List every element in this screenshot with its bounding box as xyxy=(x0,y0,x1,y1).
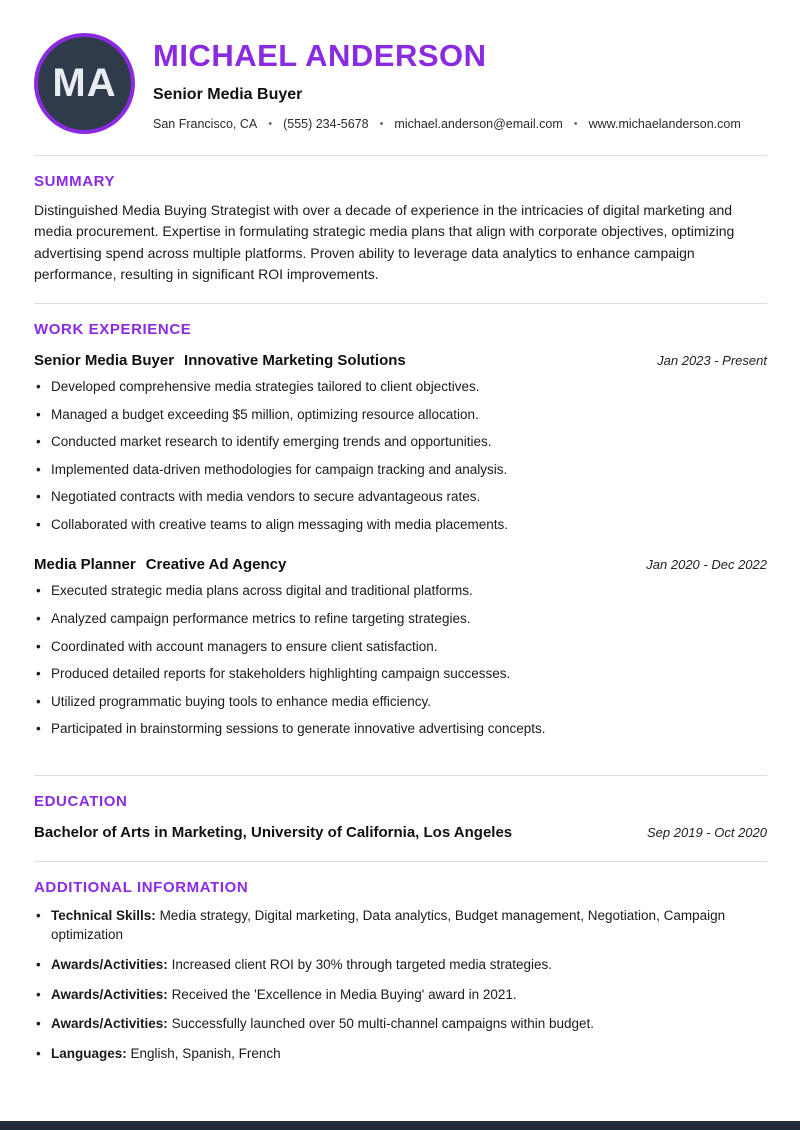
summary-text: Distinguished Media Buying Strategist with over a decade of experience in the intricacies of digital marketing and media procurement. Expertise in formulating strategic media plans that align with corporate objectives, optimizing advertising spend across multiple platforms. Proven ability to leverage data analytics to enhance campaign performance, resulting in significant ROI improvements. xyxy=(34,202,735,282)
divider xyxy=(34,303,767,304)
additional-item-label: Awards/Activities: xyxy=(51,956,168,972)
page-footer-bar xyxy=(0,1121,800,1130)
experience-bullet: • Participated in brainstorming sessions to generate innovative advertising concepts. xyxy=(34,719,767,739)
contact-phone: (555) 234-5678 xyxy=(283,116,369,131)
contact-separator: • xyxy=(268,117,273,130)
additional-item xyxy=(34,985,754,1005)
additional-item-label: Technical Skills: xyxy=(51,907,156,923)
experience-bullet: • Developed comprehensive media strategies tailored to client objectives. xyxy=(34,377,767,397)
additional-info-list xyxy=(34,906,767,1063)
resume-header xyxy=(34,33,767,134)
experience-bullet: • Coordinated with account managers to ensure client satisfaction. xyxy=(34,637,767,657)
contact-website: www.michaelanderson.com xyxy=(588,116,741,131)
experience-bullet: • Negotiated contracts with media vendors to secure advantageous rates. xyxy=(34,487,767,507)
additional-item xyxy=(34,955,754,975)
additional-information-heading: ADDITIONAL INFORMATION xyxy=(34,878,249,896)
contact-location: San Francisco, CA xyxy=(153,116,258,131)
contact-email: michael.anderson@email.com xyxy=(394,116,563,131)
experience-bullet: • Conducted market research to identify emerging trends and opportunities. xyxy=(34,432,767,452)
experience-bullet: • Managed a budget exceeding $5 million, optimizing resource allocation. xyxy=(34,405,767,425)
job-company: Innovative Marketing Solutions xyxy=(184,352,406,370)
education-degree: Bachelor of Arts in Marketing, University of California, Los Angeles xyxy=(34,823,513,841)
additional-item-label: Languages: xyxy=(51,1045,127,1061)
candidate-name: MICHAEL ANDERSON xyxy=(153,38,487,73)
experience-bullet: • Executed strategic media plans across digital and traditional platforms. xyxy=(34,581,767,601)
job-company: Creative Ad Agency xyxy=(145,556,287,574)
additional-item-text: Successfully launched over 50 multi-channel campaigns within budget. xyxy=(171,1016,595,1032)
experience-bullet: • Analyzed campaign performance metrics to refine targeting strategies. xyxy=(34,609,767,629)
job-entry-left xyxy=(34,352,406,369)
job-entry-left xyxy=(34,556,286,573)
contact-separator: • xyxy=(379,117,384,130)
education-heading: EDUCATION xyxy=(34,792,128,810)
contact-row xyxy=(153,117,741,131)
additional-item-label: Awards/Activities: xyxy=(51,986,168,1002)
additional-item-text: Increased client ROI by 30% through targeted media strategies. xyxy=(171,956,553,972)
additional-item-text: English, Spanish, French xyxy=(130,1045,281,1061)
divider xyxy=(34,155,767,156)
additional-item xyxy=(34,906,754,945)
job-entry-header xyxy=(34,556,767,573)
job-entry-header xyxy=(34,352,767,369)
additional-item-text: Received the 'Excellence in Media Buying' award in 2021. xyxy=(171,986,517,1002)
additional-item-text: Media strategy, Digital marketing, Data analytics, Budget management, Negotiation, Campaign optimization xyxy=(51,907,726,943)
summary-heading: SUMMARY xyxy=(34,173,116,190)
work-experience-heading: WORK EXPERIENCE xyxy=(34,321,192,339)
additional-item xyxy=(34,1014,754,1034)
experience-bullet: • Collaborated with creative teams to align messaging with media placements. xyxy=(34,515,767,535)
header-text xyxy=(153,33,741,131)
avatar-initials: MA xyxy=(52,61,117,105)
additional-item-label: Awards/Activities: xyxy=(51,1016,168,1032)
job-dates: Jan 2023 - Present xyxy=(657,353,767,369)
education-entry xyxy=(34,824,767,841)
candidate-title: Senior Media Buyer xyxy=(153,85,303,103)
divider xyxy=(34,775,767,776)
divider xyxy=(34,861,767,862)
job-bullet-list xyxy=(34,581,767,738)
experience-bullet: • Utilized programmatic buying tools to enhance media efficiency. xyxy=(34,692,767,712)
job-title: Senior Media Buyer xyxy=(34,352,175,370)
job-bullet-list xyxy=(34,377,767,534)
additional-item xyxy=(34,1044,754,1064)
job-title: Media Planner xyxy=(34,556,136,574)
experience-bullet: • Implemented data-driven methodologies for campaign tracking and analysis. xyxy=(34,460,767,480)
contact-separator: • xyxy=(573,117,578,130)
education-dates: Sep 2019 - Oct 2020 xyxy=(647,824,767,840)
experience-bullet: • Produced detailed reports for stakeholders highlighting campaign successes. xyxy=(34,664,767,684)
avatar xyxy=(34,33,135,134)
job-dates: Jan 2020 - Dec 2022 xyxy=(646,557,767,573)
